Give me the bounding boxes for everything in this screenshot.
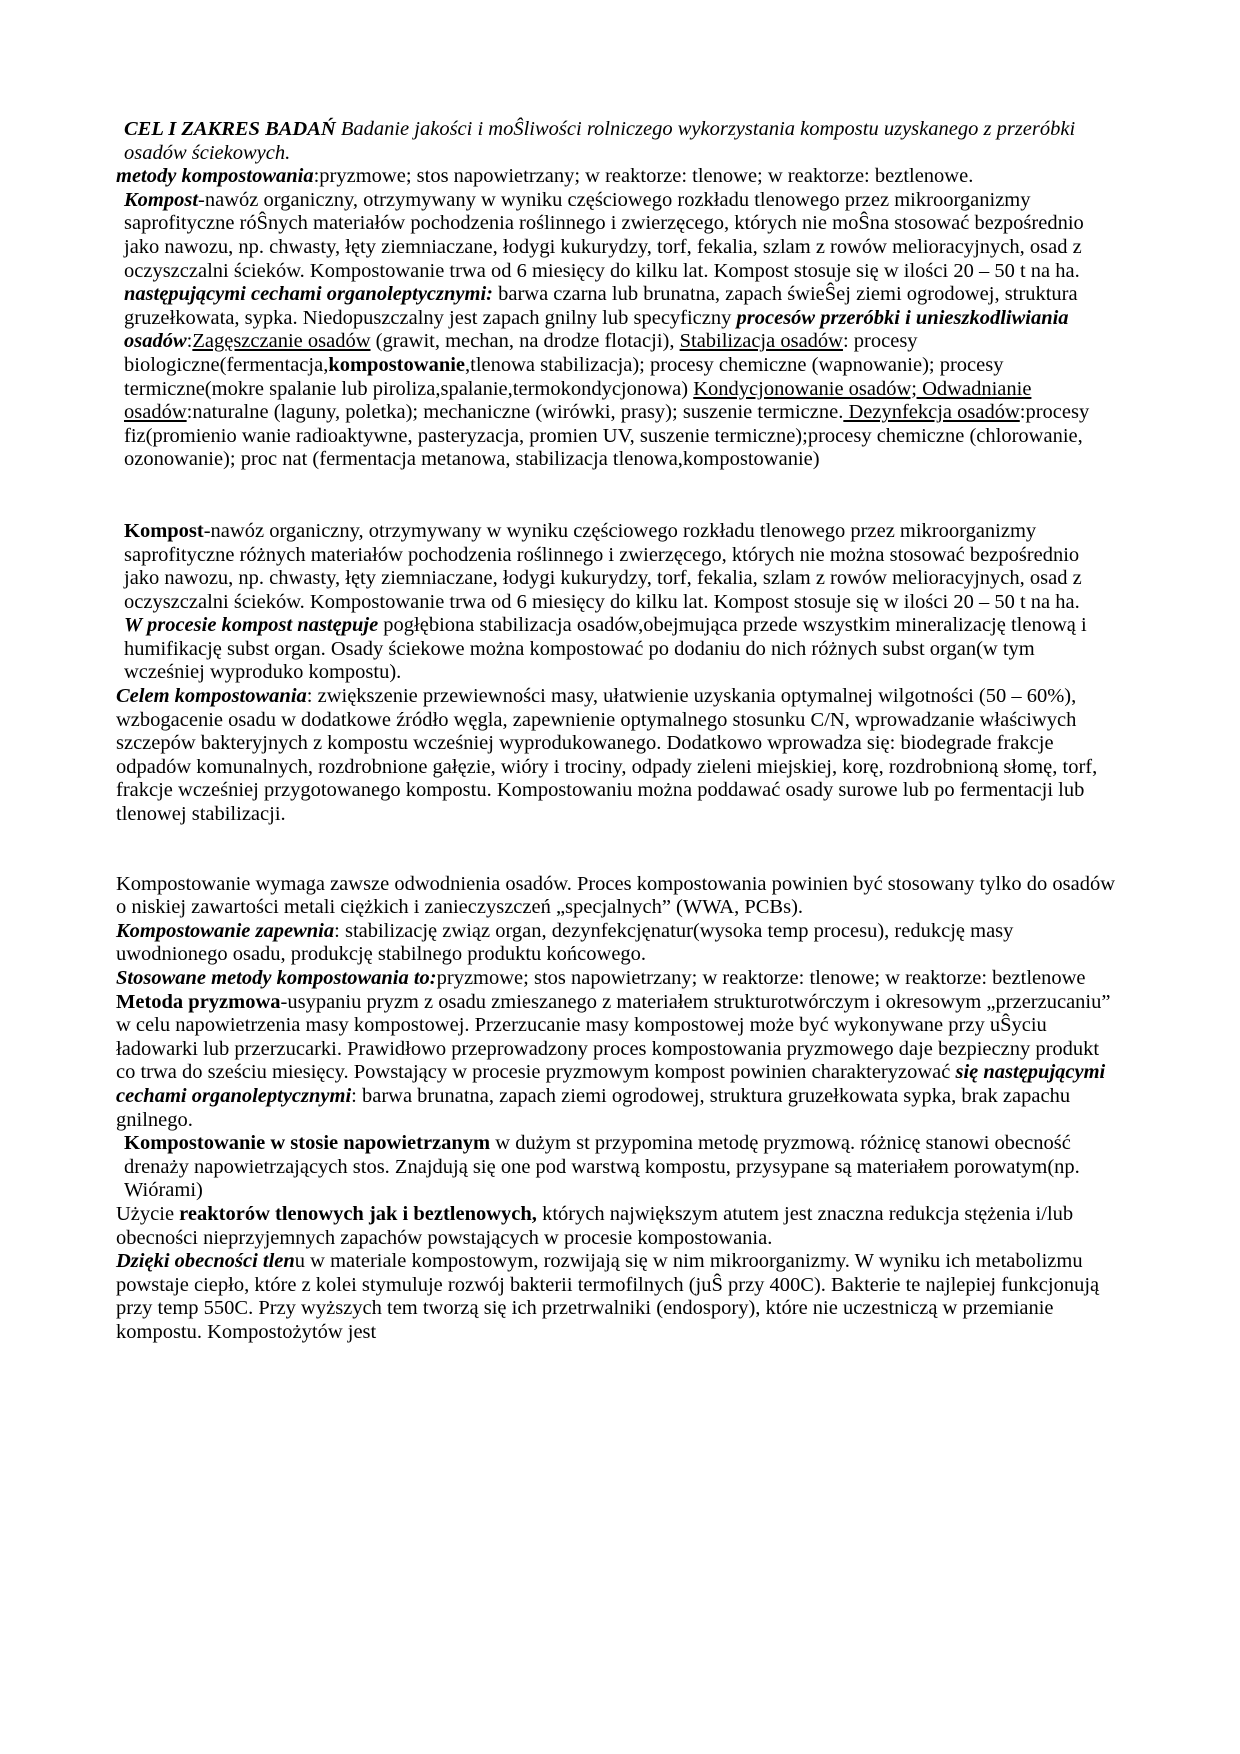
paragraph-kompost-def-2	[116, 520, 1116, 614]
spacer	[116, 827, 1116, 851]
paragraph-zapewnia	[116, 920, 1116, 967]
term-dezynfekcja: Dezynfekcja osadów	[843, 401, 1020, 424]
paragraph-text: :	[186, 330, 193, 353]
paragraph-text: -nawóz organiczny, otrzymywany w wyniku częściowego rozkładu tlenowego przez mikroorganizmy saprofityczne różnych materiałów pochodzenia roślinnego i zwierzęcego, których nie można stosować bezpośrednio jako nawozu, np. chwasty, łęty ziemniaczane, łodygi kukurydzy, torf, fekalia, szlam z rowów melioracyjnych, osad z oczyszczalni ścieków. Kompostowanie trwa od 6 miesięcy do kilku lat. Kompost stosuje się w ilości 20 – 50 t na ha.	[124, 519, 1082, 613]
term-kompost: Kompost	[124, 188, 199, 211]
term-metody: metody kompostowania	[116, 165, 314, 188]
paragraph-kompost-def-1	[116, 189, 1116, 283]
paragraph-text: których największym atutem jest znaczna redukcja stężenia i/lub obecności nieprzyjemnych zapachów powstających w procesie kompostowania.	[116, 1202, 1074, 1249]
paragraph-text: : zwiększenie przewiewności masy, ułatwienie uzyskania optymalnej wilgotności (50 – 60%), wzbogacenie osadu w dodatkowe źródło węgla, zapewnienie optymalnego stosunku C/N, wprowadzanie właściwych szczepów bakteryjnych z kompostu wcześniej wyprodukowanego. Dodatkowo wprowadza się: biodegrade frakcje odpadów komunalnych, rozdrobnione gałęzie, wióry i trociny, odpady zieleni miejskiej, korę, rozdrobnioną słomę, torf, frakcje wcześniej przygotowanego kompostu. Kompostowaniu można poddawać osady surowe lub po fermentacji lub tlenowej stabilizacji.	[116, 685, 1098, 826]
term-kompostowanie: kompostowanie	[328, 353, 466, 376]
paragraph-text: -nawóz organiczny, otrzymywany w wyniku częściowego rozkładu tlenowego przez mikroorganizmy saprofityczne róŜnych materiałów pochodzenia roślinnego i zwierzęcego, których nie moŜna stosować bezpośrednio jako nawozu, np. chwasty, łęty ziemniaczane, łodygi kukurydzy, torf, fekalia, szlam z rowów melioracyjnych, osad z oczyszczalni ścieków. Kompostowanie trwa od 6 miesięcy do kilku lat. Kompost stosuje się w ilości 20 – 50 t na ha.	[124, 188, 1084, 282]
term-stos: Kompostowanie w stosie napowietrzanym	[124, 1132, 491, 1155]
paragraph-processes	[116, 283, 1116, 472]
paragraph-methods-short	[116, 165, 1116, 189]
paragraph-text: pogłębiona stabilizacja osadów,obejmująca przede wszystkim mineralizację tlenową i humifikację subst organ. Osady ściekowe można kompostować po dodaniu do nich różnych subst organ(w tym wcześniej wyproduko kompostu).	[124, 614, 1087, 684]
paragraph-text: pryzmowe; stos napowietrzany; w reaktorze: tlenowe; w reaktorze: beztlenowe	[436, 967, 1086, 989]
paragraph-text: u w materiale kompostowym, rozwijają się w nim mikroorganizmy. W wyniku ich metabolizmu powstaje ciepło, które z kolei stymuluje rozwój bakterii termofilnych (juŜ przy 400C). Bakterie te najlepiej funkcjonują przy temp 550C. Przy wyższych tem tworzą się ich przetrwalniki (endospory), które nie uczestniczą w przemianie kompostu. Kompostożytów jest	[116, 1250, 1100, 1343]
term-kompost-bold: Kompost	[124, 519, 204, 542]
paragraph-pryzmowa	[116, 991, 1116, 1133]
paragraph-wymaga: Kompostowanie wymaga zawsze odwodnienia osadów. Proces kompostowania powinien być stosowany tylko do osadów o niskiej zawartości metali ciężkich i zanieczyszczeń „specjalnych” (WWA, PCBs).	[116, 872, 1116, 919]
term-zapewnia: Kompostowanie zapewnia	[116, 919, 335, 942]
paragraph-text: :naturalne (laguny, poletka); mechaniczne (wirówki, prasy); suszenie termiczne.	[186, 401, 844, 424]
paragraph-process	[116, 614, 1116, 685]
paragraph-stos	[116, 1132, 1116, 1203]
title-heading: CEL I ZAKRES BADAŃ	[124, 118, 336, 140]
paragraph-celem	[116, 685, 1116, 827]
term-pryzmowa: Metoda pryzmowa	[116, 990, 281, 1013]
paragraph-text: (grawit, mechan, na drodze flotacji),	[370, 330, 680, 353]
paragraph-text: ,tlenowa stabilizacja); procesy chemiczne (wapnowanie); procesy termiczne(mokre spalanie lub piroliza,spalanie,termokondycjonowa)	[124, 353, 1004, 400]
paragraph-text: : barwa brunatna, zapach ziemi ogrodowej, struktura gruzełkowata sypka, brak zapachu gnilnego.	[116, 1084, 1071, 1131]
term-w-procesie: W procesie kompost następuje	[124, 614, 379, 637]
document-page	[116, 118, 1116, 1345]
term-stosowane: Stosowane metody kompostowania to:	[116, 967, 437, 989]
term-cechy: następującymi cechami organoleptycznymi:	[124, 283, 493, 306]
paragraph-text: -usypaniu pryzm z osadu zmieszanego z materiałem strukturotwórczym i okresowym „przerzucaniu” w celu napowietrzenia masy kompostowej. Przerzucanie masy kompostowej może być wykonywane przy uŜyciu ładowarki lub przerzucarki. Prawidłowo przeprowadzony proces kompostowania pryzmowego daje bezpieczny produkt co trwa do sześciu miesięcy. Powstający w procesie pryzmowym kompost powinien charakteryzować	[116, 990, 1111, 1084]
term-reaktory: reaktorów tlenowych jak i beztlenowych,	[179, 1202, 537, 1225]
paragraph-reaktory	[116, 1203, 1116, 1250]
title-rest: Badanie jakości i moŜliwości rolniczego wykorzystania kompostu uzyskanego z przeróbki osadów ściekowych.	[124, 118, 1076, 164]
term-celem: Celem kompostowania	[116, 685, 307, 708]
paragraph-text: : stabilizację związ organ, dezynfekcjęnatur(wysoka temp procesu), redukcję masy uwodnionego osadu, produkcję stabilnego produktu końcowego.	[116, 919, 1014, 966]
document-title	[116, 118, 1116, 165]
term-cechy-2: się następującymi cechami organoleptycznymi	[116, 1061, 1106, 1107]
spacer	[116, 472, 1116, 496]
spacer	[116, 851, 1116, 873]
paragraph-tlen	[116, 1250, 1116, 1344]
paragraph-text: : procesy biologiczne(fermentacja,	[124, 330, 918, 376]
term-kondycjonowanie: Kondycjonowanie osadów; Odwadnianie osadów	[124, 377, 1032, 424]
paragraph-text: Użycie	[116, 1202, 180, 1225]
paragraph-text: :pryzmowe; stos napowietrzany; w reaktorze: tlenowe; w reaktorze: beztlenowe.	[313, 165, 974, 188]
term-tlen: Dzięki obecności tlen	[116, 1250, 295, 1273]
term-zageszczanie: Zagęszczanie osadów	[192, 330, 371, 353]
paragraph-text: w dużym st przypomina metodę pryzmową. różnicę stanowi obecność drenaży napowietrzających stos. Znajdują się one pod warstwą kompostu, przysypane są materiałem porowatym(np. Wiórami)	[124, 1132, 1080, 1202]
paragraph-stosowane	[116, 967, 1116, 991]
paragraph-text: :procesy fiz(promienio wanie radioaktywne, pasteryzacja, promien UV, suszenie termiczne);procesy chemiczne (chlorowanie, ozonowanie); proc nat (fermentacja metanowa, stabilizacja tlenowa,kompostowanie)	[124, 401, 1090, 471]
term-procesy: procesów przeróbki i unieszkodliwiania osadów	[124, 306, 1069, 353]
paragraph-text: barwa czarna lub brunatna, zapach świeŜej ziemi ogrodowej, struktura gruzełkowata, sypka. Niedopuszczalny jest zapach gnilny lub specyficzny	[124, 283, 1078, 329]
term-stabilizacja: Stabilizacja osadów	[679, 330, 843, 353]
spacer	[116, 496, 1116, 520]
